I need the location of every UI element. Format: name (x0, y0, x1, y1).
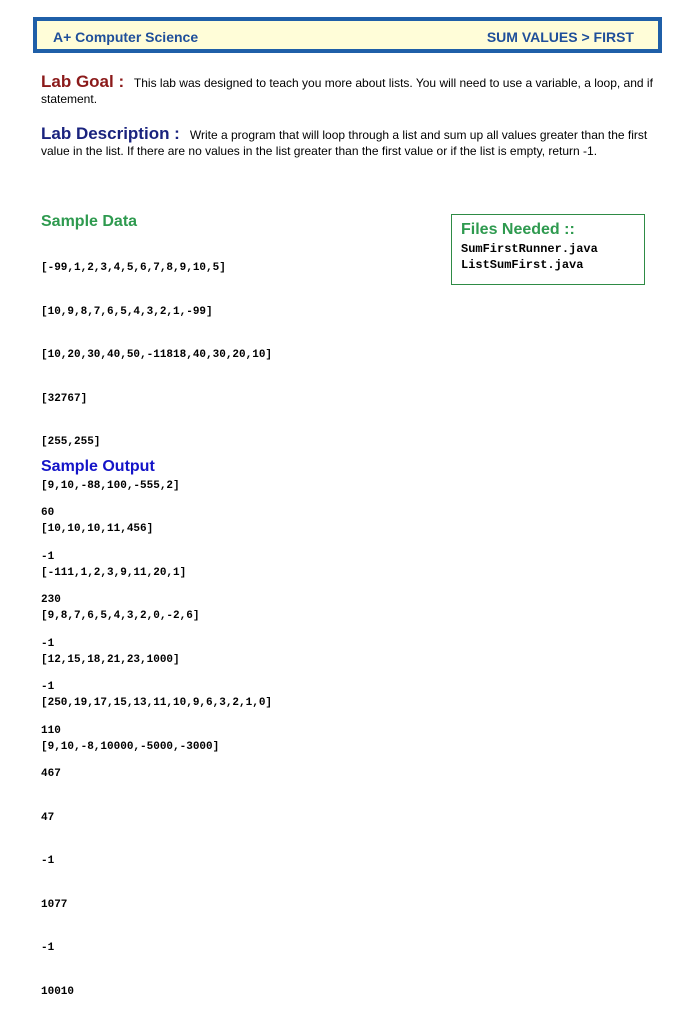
sample-output-line: -1 (41, 681, 55, 693)
sample-data-line: [9,10,-8,10000,-5000,-3000] (41, 740, 220, 753)
sample-output-line: 47 (41, 811, 55, 824)
lab-description-label: Lab Description : (41, 124, 180, 143)
header-lab-title: SUM VALUES > FIRST (486, 29, 634, 45)
sample-output-line: 10010 (41, 985, 75, 998)
sample-output-line: -1 (41, 855, 55, 867)
sample-data-line: [32767] (41, 392, 88, 405)
sample-data-line: [10,20,30,40,50,-11818,40,30,20,10] (41, 349, 273, 361)
files-needed-box (451, 214, 645, 285)
sample-data-line: [12,15,18,21,23,1000] (41, 653, 180, 666)
sample-data-line: [9,8,7,6,5,4,3,2,0,-2,6] (41, 610, 200, 622)
sample-data-line: [250,19,17,15,13,11,10,9,6,3,2,1,0] (41, 697, 273, 709)
sample-output-line: 1077 (41, 898, 68, 911)
lab-goal-label: Lab Goal : (41, 72, 125, 91)
lab-goal-text: This lab was designed to teach you more about lists. You will need to use a variable, a loop, and if statement. (41, 76, 653, 106)
lab-description-text: Write a program that will loop through a list and sum up all values greater than the first value in the list. If there are no values in the list greater than the first value or if the list is empty, return -1. (41, 128, 648, 158)
sample-output-line: 60 (41, 507, 55, 519)
lab-description-section (41, 126, 661, 159)
sample-output-line: 110 (41, 724, 61, 737)
sample-output-line: -1 (41, 550, 55, 563)
sample-data-list (41, 232, 272, 769)
sample-output-line: -1 (41, 637, 55, 650)
sample-output-line: 230 (41, 594, 61, 606)
sample-data-line: [10,9,8,7,6,5,4,3,2,1,-99] (41, 305, 213, 318)
page-header (33, 17, 662, 53)
sample-data-line: [-99,1,2,3,4,5,6,7,8,9,10,5] (41, 262, 226, 274)
lab-goal-section (41, 74, 661, 107)
sample-output-heading: Sample Output (41, 458, 155, 475)
sample-data-line: [255,255] (41, 436, 101, 448)
files-needed-heading: Files Needed :: (461, 221, 575, 238)
header-course-title: A+ Computer Science (53, 29, 199, 45)
file-name: ListSumFirst.java (461, 258, 584, 272)
sample-output-list (41, 477, 74, 1014)
sample-data-line: [-111,1,2,3,9,11,20,1] (41, 566, 187, 579)
sample-data-line: [9,10,-88,100,-555,2] (41, 479, 180, 492)
sample-data-line: [10,10,10,11,456] (41, 523, 154, 535)
sample-output-line: 467 (41, 768, 61, 780)
sample-output-line: -1 (41, 942, 55, 954)
sample-data-heading: Sample Data (41, 213, 138, 230)
file-name: SumFirstRunner.java (461, 242, 598, 256)
